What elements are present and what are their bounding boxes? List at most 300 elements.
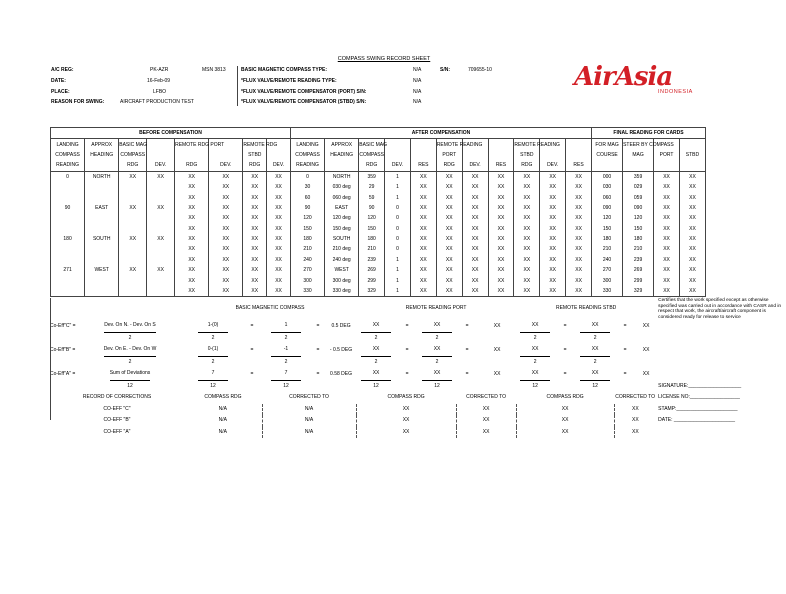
table-cell: XX — [488, 203, 514, 213]
table-cell: READING — [290, 160, 324, 171]
port-value: XX — [493, 370, 501, 377]
table-cell: SOUTH — [85, 234, 119, 244]
table-cell: XX — [514, 171, 540, 182]
table-cell: XX — [175, 213, 209, 223]
table-cell: XX — [436, 192, 462, 202]
after-compensation-header: AFTER COMPENSATION — [290, 128, 591, 139]
table-cell — [51, 192, 85, 202]
table-row — [51, 255, 706, 265]
table-cell: XX — [654, 265, 680, 275]
table-cell: REMOTE READING — [436, 139, 462, 150]
table-row — [51, 203, 706, 213]
equals-sign: = — [405, 322, 409, 329]
coeff-numerator: 1-(0) — [198, 320, 228, 333]
table-cell: XX — [566, 203, 592, 213]
port-sn-label: *FLUX VALVE/REMOTE COMPENSATOR (PORT) S/N: — [241, 89, 367, 95]
table-cell: XX — [514, 192, 540, 202]
table-cell: XX — [209, 255, 243, 265]
table-cell: XX — [462, 203, 488, 213]
table-cell: XX — [436, 203, 462, 213]
table-cell: 0 — [51, 171, 85, 182]
table-cell: XX — [654, 203, 680, 213]
table-cell: XX — [209, 224, 243, 234]
stbd-compass-rdg: XX — [516, 427, 614, 439]
table-cell: 210 deg — [325, 244, 359, 254]
table-cell: XX — [243, 255, 267, 265]
coeff-label: Co-Eff"A" = — [50, 370, 76, 377]
table-cell: XX — [267, 244, 291, 254]
table-cell: XX — [462, 265, 488, 275]
table-cell: XX — [436, 182, 462, 192]
correction-row — [50, 415, 786, 427]
table-cell — [623, 160, 654, 171]
table-cell: EAST — [85, 203, 119, 213]
stbd-corr-header: CORRECTED TO — [615, 394, 656, 401]
table-cell: XX — [654, 234, 680, 244]
table-cell: XX — [175, 255, 209, 265]
table-cell: XX — [119, 203, 147, 213]
table-cell: 150 — [359, 224, 385, 234]
table-row — [51, 213, 706, 223]
table-cell: XX — [410, 203, 436, 213]
table-cell: 330 deg — [325, 286, 359, 297]
equals-sign: = — [250, 370, 254, 377]
coeff-denominator: 12 — [127, 382, 133, 389]
table-cell: COMPASS — [359, 150, 385, 160]
table-cell: 60 — [290, 192, 324, 202]
table-cell: XX — [488, 286, 514, 297]
basic-compass-rdg: N/A — [184, 427, 262, 439]
port-corrected: XX — [456, 415, 516, 427]
compass-type-value: N/A — [413, 67, 422, 73]
table-cell: COMPASS — [119, 150, 147, 160]
table-cell: 180 — [623, 234, 654, 244]
correction-label: CO-EFF "C" — [103, 405, 131, 412]
table-cell — [325, 160, 359, 171]
table-cell: XX — [175, 192, 209, 202]
stbd-result: XX — [580, 320, 610, 333]
table-cell: 299 — [359, 275, 385, 285]
table-cell: 239 — [623, 255, 654, 265]
table-cell: XX — [540, 171, 566, 182]
table-cell: 120 — [359, 213, 385, 223]
table-cell: XX — [243, 213, 267, 223]
table-cell — [119, 224, 147, 234]
table-cell: XX — [566, 213, 592, 223]
coefficient-row — [50, 344, 786, 357]
table-cell: DEV. — [462, 160, 488, 171]
table-cell: NORTH — [325, 171, 359, 182]
reason-value: AIRCRAFT PRODUCTION TEST — [120, 99, 194, 105]
table-cell: XX — [514, 286, 540, 297]
certification-text: Certifies that the work specified except as otherwise specified was carried out in accordance with CASR and in respect that work, the aircraft/aircraft component is considered ready for release to service — [658, 298, 782, 320]
logo-subtitle: INDONESIA — [658, 89, 693, 95]
table-cell: RES — [410, 160, 436, 171]
table-cell: 180 — [592, 234, 623, 244]
table-cell: XX — [119, 234, 147, 244]
table-cell: 270 — [290, 265, 324, 275]
table-cell: WEST — [325, 265, 359, 275]
res-denominator: 2 — [284, 358, 288, 365]
equals-sign: = — [405, 346, 409, 353]
coefficient-row — [50, 320, 786, 333]
table-cell: XX — [488, 192, 514, 202]
date-field[interactable]: DATE: ______________________ — [658, 417, 736, 424]
table-row — [51, 192, 706, 202]
table-cell — [85, 213, 119, 223]
table-cell: WEST — [85, 265, 119, 275]
stamp-field[interactable]: STAMP:______________________ — [658, 405, 738, 412]
port-sn-value: N/A — [413, 89, 422, 95]
header-row-1 — [51, 139, 706, 150]
table-cell: RDG — [119, 160, 147, 171]
table-cell: XX — [462, 275, 488, 285]
port-denominator: 2 — [374, 358, 378, 365]
table-cell — [51, 275, 85, 285]
table-cell — [119, 213, 147, 223]
stbd-denominator: 2 — [533, 358, 537, 365]
table-cell — [51, 255, 85, 265]
num-denominator: 2 — [211, 334, 215, 341]
table-cell — [410, 139, 436, 150]
coefficients-section — [50, 298, 786, 438]
table-cell: 060 deg — [325, 192, 359, 202]
table-cell: 1 — [385, 275, 411, 285]
table-cell: XX — [654, 213, 680, 223]
table-cell: XX — [267, 286, 291, 297]
basic-compass-rdg: N/A — [184, 415, 262, 427]
table-cell — [147, 182, 175, 192]
table-cell: XX — [410, 213, 436, 223]
table-cell: RDG — [436, 160, 462, 171]
table-cell: XX — [462, 234, 488, 244]
coefficient-row — [50, 368, 786, 381]
stbd-numerator: XX — [520, 320, 550, 333]
table-row — [51, 224, 706, 234]
table-cell: XX — [209, 244, 243, 254]
stbd-res-denominator: 2 — [593, 334, 597, 341]
table-cell: 0 — [385, 224, 411, 234]
stbd-value: XX — [642, 322, 650, 329]
stbd-numerator: XX — [520, 368, 550, 381]
table-cell: 0 — [385, 244, 411, 254]
table-cell: XX — [243, 286, 267, 297]
table-cell: XX — [209, 213, 243, 223]
table-cell: HEADING — [85, 150, 119, 160]
table-cell — [147, 139, 175, 150]
table-cell: 150 — [592, 224, 623, 234]
table-cell: 59 — [359, 192, 385, 202]
table-cell: BASIC MAG — [119, 139, 147, 150]
port-numerator: XX — [361, 320, 391, 333]
table-cell: 000 — [592, 171, 623, 182]
coeff-denominator: 2 — [128, 334, 132, 341]
table-cell: XX — [654, 192, 680, 202]
table-cell: XX — [209, 275, 243, 285]
table-cell — [566, 150, 592, 160]
table-cell: RDG — [175, 160, 209, 171]
table-cell — [85, 255, 119, 265]
stbd-result: XX — [580, 368, 610, 381]
table-cell: XX — [119, 265, 147, 275]
stbd-sn-label: *FLUX VALVE/REMOTE COMPENSATOR (STBD) S/N: — [241, 99, 367, 105]
header-row-3 — [51, 160, 706, 171]
table-cell: 270 — [592, 265, 623, 275]
table-cell: APPROX — [325, 139, 359, 150]
final-reading-header: FINAL READING FOR CARDS — [592, 128, 706, 139]
table-cell — [488, 150, 514, 160]
table-cell: XX — [654, 244, 680, 254]
table-cell — [540, 150, 566, 160]
table-cell: XX — [540, 255, 566, 265]
table-cell — [51, 224, 85, 234]
stbd-sn-value: N/A — [413, 99, 422, 105]
table-cell: XX — [410, 224, 436, 234]
coeff-formula: Dev. On E. - Dev. On W — [104, 344, 157, 357]
table-cell — [85, 286, 119, 297]
table-cell: XX — [462, 192, 488, 202]
table-cell: 300 — [290, 275, 324, 285]
table-cell: XX — [566, 286, 592, 297]
sheet-title: COMPASS SWING RECORD SHEET — [337, 56, 431, 62]
port-corr-header: CORRECTED TO — [466, 394, 506, 401]
table-cell: XX — [147, 203, 175, 213]
table-cell: XX — [462, 286, 488, 297]
table-cell: XX — [436, 234, 462, 244]
table-row — [51, 265, 706, 275]
table-cell — [85, 192, 119, 202]
table-cell: XX — [566, 275, 592, 285]
table-cell: STBD — [514, 150, 540, 160]
table-row — [51, 275, 706, 285]
table-cell: XX — [147, 171, 175, 182]
table-cell — [119, 275, 147, 285]
sn-value: 709655-10 — [468, 67, 492, 73]
table-cell — [119, 244, 147, 254]
table-cell: XX — [540, 192, 566, 202]
port-compass-rdg: XX — [356, 404, 456, 416]
coeff-degrees: 0.58 DEG — [330, 370, 353, 377]
table-cell — [119, 286, 147, 297]
table-cell — [147, 255, 175, 265]
stbd-value: XX — [642, 346, 650, 353]
basic-compass-rdg: N/A — [184, 404, 262, 416]
equals-sign: = — [465, 346, 469, 353]
table-cell: XX — [410, 255, 436, 265]
ac-reg-label: A/C REG: — [51, 67, 74, 73]
table-cell: 029 — [623, 182, 654, 192]
table-cell: XX — [267, 255, 291, 265]
table-cell: XX — [436, 244, 462, 254]
table-cell: NORTH — [85, 171, 119, 182]
table-cell: BASIC MAG — [359, 139, 385, 150]
table-cell: XX — [243, 182, 267, 192]
basic-corrected: N/A — [262, 427, 356, 439]
coeff-result: -1 — [271, 344, 301, 357]
equals-sign: = — [316, 370, 320, 377]
table-cell: RDG — [514, 160, 540, 171]
table-cell — [147, 192, 175, 202]
port-result: XX — [422, 320, 452, 333]
port-compass-rdg: XX — [356, 427, 456, 439]
table-cell: XX — [243, 203, 267, 213]
table-cell: XX — [436, 265, 462, 275]
table-cell: XX — [410, 244, 436, 254]
record-corrections-title: RECORD OF CORRECTIONS — [82, 394, 152, 401]
table-cell: XX — [679, 192, 705, 202]
table-cell: 329 — [359, 286, 385, 297]
table-cell: 269 — [623, 265, 654, 275]
table-cell: XX — [514, 203, 540, 213]
num-denominator: 12 — [210, 382, 216, 389]
table-cell — [410, 150, 436, 160]
table-cell: XX — [209, 182, 243, 192]
table-cell: XX — [654, 182, 680, 192]
table-cell: XX — [488, 244, 514, 254]
coeff-degrees: - 0.5 DEG — [329, 346, 353, 353]
table-cell — [385, 139, 411, 150]
table-cell: REMOTE READING — [514, 139, 540, 150]
coeff-denominator: 2 — [128, 358, 132, 365]
table-cell: XX — [209, 203, 243, 213]
equals-sign: = — [405, 370, 409, 377]
table-row — [51, 171, 706, 182]
coeff-label: Co-Eff"C" = — [50, 322, 76, 329]
stbd-denominator: 12 — [532, 382, 538, 389]
sn-label: S/N: — [440, 67, 450, 73]
equals-sign: = — [563, 322, 567, 329]
equals-sign: = — [623, 346, 627, 353]
table-row — [51, 244, 706, 254]
table-cell: XX — [514, 244, 540, 254]
table-cell: XX — [175, 171, 209, 182]
table-cell — [119, 255, 147, 265]
basic-corr-header: CORRECTED TO — [289, 394, 329, 401]
port-result: XX — [422, 368, 452, 381]
table-cell: XX — [654, 224, 680, 234]
table-cell: 1 — [385, 192, 411, 202]
table-cell: 090 — [592, 203, 623, 213]
table-cell: 329 — [623, 286, 654, 297]
table-cell: XX — [147, 265, 175, 275]
place-label: PLACE: — [51, 89, 70, 95]
table-cell: XX — [679, 275, 705, 285]
ac-reg-value: PK-AZR — [150, 67, 169, 73]
table-cell: 269 — [359, 265, 385, 275]
table-cell: 030 deg — [325, 182, 359, 192]
table-cell: 210 — [290, 244, 324, 254]
date-value: 16-Feb-09 — [147, 78, 171, 84]
port-rdg-header: COMPASS RDG — [387, 394, 425, 401]
table-cell: XX — [540, 213, 566, 223]
table-cell: XX — [679, 224, 705, 234]
table-cell: REMOTE RDG — [243, 139, 267, 150]
table-cell: XX — [566, 244, 592, 254]
equals-sign: = — [316, 346, 320, 353]
basic-rdg-header: COMPASS RDG — [204, 394, 242, 401]
compass-type-label: BASIC MAGNETIC COMPASS TYPE: — [241, 67, 328, 73]
table-cell — [85, 160, 119, 171]
table-cell: 150 deg — [325, 224, 359, 234]
table-cell: XX — [436, 286, 462, 297]
port-numerator: XX — [361, 368, 391, 381]
table-cell: 090 — [623, 203, 654, 213]
table-cell: PORT — [654, 150, 680, 160]
table-cell: 0 — [385, 203, 411, 213]
table-cell: XX — [410, 265, 436, 275]
table-cell: 060 — [592, 192, 623, 202]
stbd-value: XX — [642, 370, 650, 377]
table-cell: XX — [243, 192, 267, 202]
table-cell — [147, 275, 175, 285]
table-cell — [488, 139, 514, 150]
table-cell: XX — [175, 275, 209, 285]
table-cell: EAST — [325, 203, 359, 213]
table-cell: XX — [679, 213, 705, 223]
table-cell: 299 — [623, 275, 654, 285]
table-cell: RDG — [243, 160, 267, 171]
table-cell: XX — [679, 244, 705, 254]
signature-field[interactable]: SIGNATURE:___________________ — [658, 382, 742, 389]
table-cell: 90 — [290, 203, 324, 213]
table-cell: COURSE — [592, 150, 623, 160]
date-label: DATE: — [51, 78, 66, 84]
table-cell: XX — [267, 192, 291, 202]
table-cell — [385, 150, 411, 160]
table-cell — [85, 275, 119, 285]
table-cell: XX — [436, 213, 462, 223]
equals-sign: = — [623, 322, 627, 329]
table-cell — [85, 244, 119, 254]
equals-sign: = — [465, 322, 469, 329]
coeff-result: 1 — [271, 320, 301, 333]
table-cell: RES — [566, 160, 592, 171]
table-cell: XX — [436, 255, 462, 265]
table-cell — [147, 244, 175, 254]
table-cell: XX — [410, 182, 436, 192]
table-cell — [85, 224, 119, 234]
table-cell: XX — [119, 171, 147, 182]
port-numerator: XX — [361, 344, 391, 357]
table-cell: 29 — [359, 182, 385, 192]
table-cell — [51, 244, 85, 254]
port-corrected: XX — [456, 427, 516, 439]
table-cell — [51, 286, 85, 297]
equals-sign: = — [316, 322, 320, 329]
num-denominator: 2 — [211, 358, 215, 365]
table-cell: XX — [410, 234, 436, 244]
table-cell — [147, 224, 175, 234]
table-cell: 1 — [385, 265, 411, 275]
table-cell: XX — [410, 275, 436, 285]
table-cell — [85, 182, 119, 192]
flux-type-value: N/A — [413, 78, 422, 84]
table-cell: XX — [436, 171, 462, 182]
table-cell: XX — [267, 171, 291, 182]
table-cell: XX — [267, 234, 291, 244]
before-compensation-header: BEFORE COMPENSATION — [51, 128, 291, 139]
license-field[interactable]: LICENSE NO:__________________ — [658, 394, 740, 401]
table-cell — [267, 150, 291, 160]
basic-corrected: N/A — [262, 415, 356, 427]
table-cell: MAG — [623, 150, 654, 160]
table-cell: DEV. — [385, 160, 411, 171]
coeff-formula: Sum of Deviations — [110, 368, 151, 381]
equals-sign: = — [465, 370, 469, 377]
table-cell: 210 — [359, 244, 385, 254]
table-cell: XX — [566, 224, 592, 234]
compass-swing-table — [50, 127, 706, 297]
